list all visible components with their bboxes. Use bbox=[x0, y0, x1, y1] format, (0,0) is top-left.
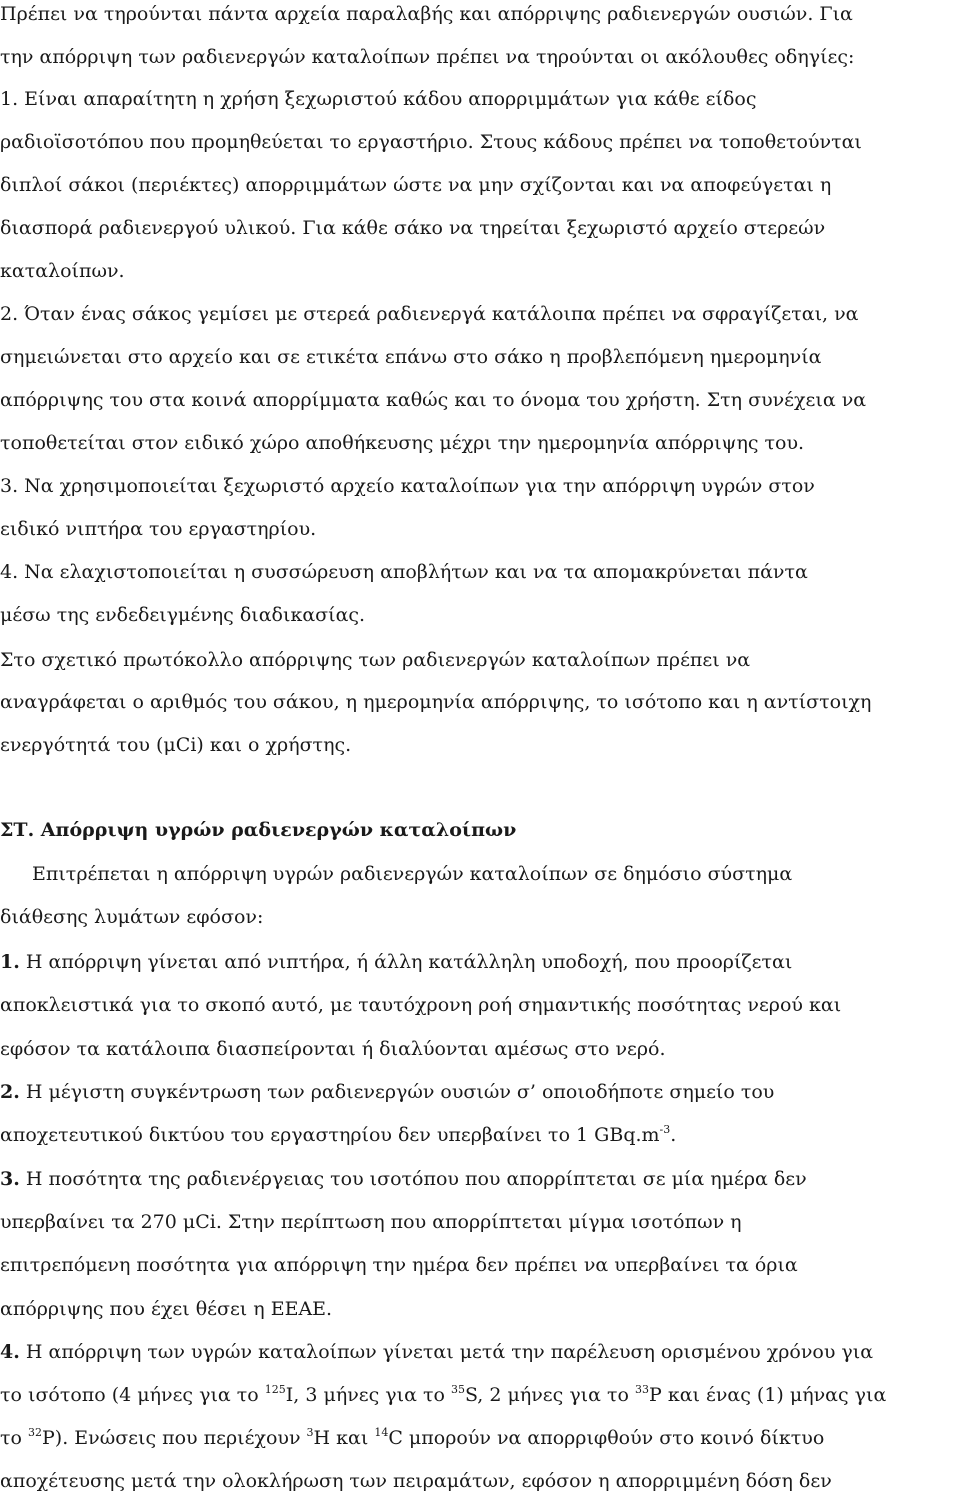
text-line: αποκλειστικά για το σκοπό αυτό, με ταυτόχρονη ροή σημαντικής ποσότητας νερού και bbox=[0, 994, 842, 1016]
text-line: διάθεσης λυμάτων εφόσον: bbox=[0, 906, 264, 928]
text-line: αποχέτευσης μετά την ολοκλήρωση των πειραμάτων, εφόσον η απορριμμένη δόση δεν bbox=[0, 1470, 832, 1492]
text-line: εφόσον τα κατάλοιπα διασπείρονται ή διαλύονται αμέσως στο νερό. bbox=[0, 1038, 666, 1060]
list-item-3 bbox=[0, 1167, 960, 1191]
superscript: 35 bbox=[450, 1382, 465, 1396]
text-line: αναγράφεται ο αριθμός του σάκου, η ημερομηνία απόρριψης, το ισότοπο και η αντίστοιχη bbox=[0, 691, 872, 713]
text-span: P και ένας (1) μήνας για bbox=[649, 1384, 887, 1406]
text-line: τοποθετείται στον ειδικό χώρο αποθήκευσης μέχρι την ημερομηνία απόρριψης του. bbox=[0, 432, 805, 454]
text-line: απόρριψης που έχει θέσει η ΕΕΑΕ. bbox=[0, 1298, 333, 1320]
list-number: 3. bbox=[0, 1168, 20, 1190]
text-line: την απόρριψη των ραδιενεργών καταλοίπων πρέπει να τηρούνται οι ακόλουθες οδηγίες: bbox=[0, 46, 855, 68]
superscript: 125 bbox=[264, 1382, 286, 1396]
list-number: 4. bbox=[0, 1341, 20, 1363]
text-span: Η απόρριψη γίνεται από νιπτήρα, ή άλλη κατάλληλη υποδοχή, που προορίζεται bbox=[19, 951, 793, 973]
text-span: το ισότοπο (4 μήνες για το bbox=[0, 1384, 265, 1406]
list-item-4 bbox=[0, 1340, 960, 1364]
text-span: I, 3 μήνες για το bbox=[285, 1384, 451, 1406]
list-item-2 bbox=[0, 1080, 960, 1104]
section-heading: ΣΤ. Απόρριψη υγρών ραδιενεργών καταλοίπων bbox=[0, 819, 517, 841]
superscript: 32 bbox=[28, 1425, 42, 1439]
text-span: Η απόρριψη των υγρών καταλοίπων γίνεται μετά την παρέλευση ορισμένου χρόνου για bbox=[19, 1341, 874, 1363]
text-line: καταλοίπων. bbox=[0, 260, 125, 282]
text-line: 2. Όταν ένας σάκος γεμίσει με στερεά ραδιενεργά κατάλοιπα πρέπει να σφραγίζεται, να bbox=[0, 303, 859, 325]
text-line: Πρέπει να τηρούνται πάντα αρχεία παραλαβής και απόρριψης ραδιενεργών ουσιών. Για bbox=[0, 3, 853, 25]
list-number: 1. bbox=[0, 951, 20, 973]
text-span: . bbox=[670, 1124, 677, 1146]
text-span: αποχετευτικού δικτύου του εργαστηρίου δεν υπερβαίνει το 1 GBq.m bbox=[0, 1124, 660, 1146]
text-line bbox=[0, 1383, 960, 1407]
superscript: -3 bbox=[659, 1122, 671, 1136]
text-span: P). Ενώσεις που περιέχουν bbox=[42, 1427, 307, 1449]
text-line: Επιτρέπεται η απόρριψη υγρών ραδιενεργών καταλοίπων σε δημόσιο σύστημα bbox=[32, 863, 793, 885]
text-line: υπερβαίνει τα 270 μCi. Στην περίπτωση που απορρίπτεται μίγμα ισοτόπων η bbox=[0, 1211, 742, 1233]
superscript: 3 bbox=[306, 1425, 314, 1439]
text-line: διπλοί σάκοι (περιέκτες) απορριμμάτων ώστε να μην σχίζονται και να αποφεύγεται η bbox=[0, 174, 832, 196]
text-line: ειδικό νιπτήρα του εργαστηρίου. bbox=[0, 518, 317, 540]
text-span: H και bbox=[313, 1427, 375, 1449]
text-line: 1. Είναι απαραίτητη η χρήση ξεχωριστού κάδου απορριμμάτων για κάθε είδος bbox=[0, 88, 757, 110]
text-line bbox=[0, 1123, 960, 1147]
text-line: ραδιοϊσοτόπου που προμηθεύεται το εργαστήριο. Στους κάδους πρέπει να τοποθετούνται bbox=[0, 131, 862, 153]
text-line: επιτρεπόμενη ποσότητα για απόρριψη την ημέρα δεν πρέπει να υπερβαίνει τα όρια bbox=[0, 1254, 798, 1276]
text-line: μέσω της ενδεδειγμένης διαδικασίας. bbox=[0, 604, 366, 626]
text-line: ενεργότητά του (μCi) και ο χρήστης. bbox=[0, 734, 352, 756]
text-line: απόρριψης του στα κοινά απορρίμματα καθώς και το όνομα του χρήστη. Στη συνέχεια να bbox=[0, 389, 867, 411]
text-line: σημειώνεται στο αρχείο και σε ετικέτα επάνω στο σάκο η προβλεπόμενη ημερομηνία bbox=[0, 346, 822, 368]
text-line bbox=[0, 1426, 960, 1450]
superscript: 33 bbox=[635, 1382, 649, 1396]
text-span: C μπορούν να απορριφθούν στο κοινό δίκτυο bbox=[388, 1427, 825, 1449]
text-line: 4. Να ελαχιστοποιείται η συσσώρευση αποβλήτων και να τα απομακρύνεται πάντα bbox=[0, 561, 808, 583]
list-item-1 bbox=[0, 950, 960, 974]
text-span: Η ποσότητα της ραδιενέργειας του ισοτόπου που απορρίπτεται σε μία ημέρα δεν bbox=[19, 1168, 807, 1190]
superscript: 14 bbox=[374, 1425, 389, 1439]
text-line: Στο σχετικό πρωτόκολλο απόρριψης των ραδιενεργών καταλοίπων πρέπει να bbox=[0, 649, 751, 671]
text-line: 3. Να χρησιμοποιείται ξεχωριστό αρχείο καταλοίπων για την απόρριψη υγρών στον bbox=[0, 475, 815, 497]
text-span: το bbox=[0, 1427, 28, 1449]
text-span: Η μέγιστη συγκέντρωση των ραδιενεργών ουσιών σ’ οποιοδήποτε σημείο του bbox=[19, 1081, 775, 1103]
text-line: διασπορά ραδιενεργού υλικού. Για κάθε σάκο να τηρείται ξεχωριστό αρχείο στερεών bbox=[0, 217, 826, 239]
text-span: S, 2 μήνες για το bbox=[464, 1384, 635, 1406]
list-number: 2. bbox=[0, 1081, 20, 1103]
